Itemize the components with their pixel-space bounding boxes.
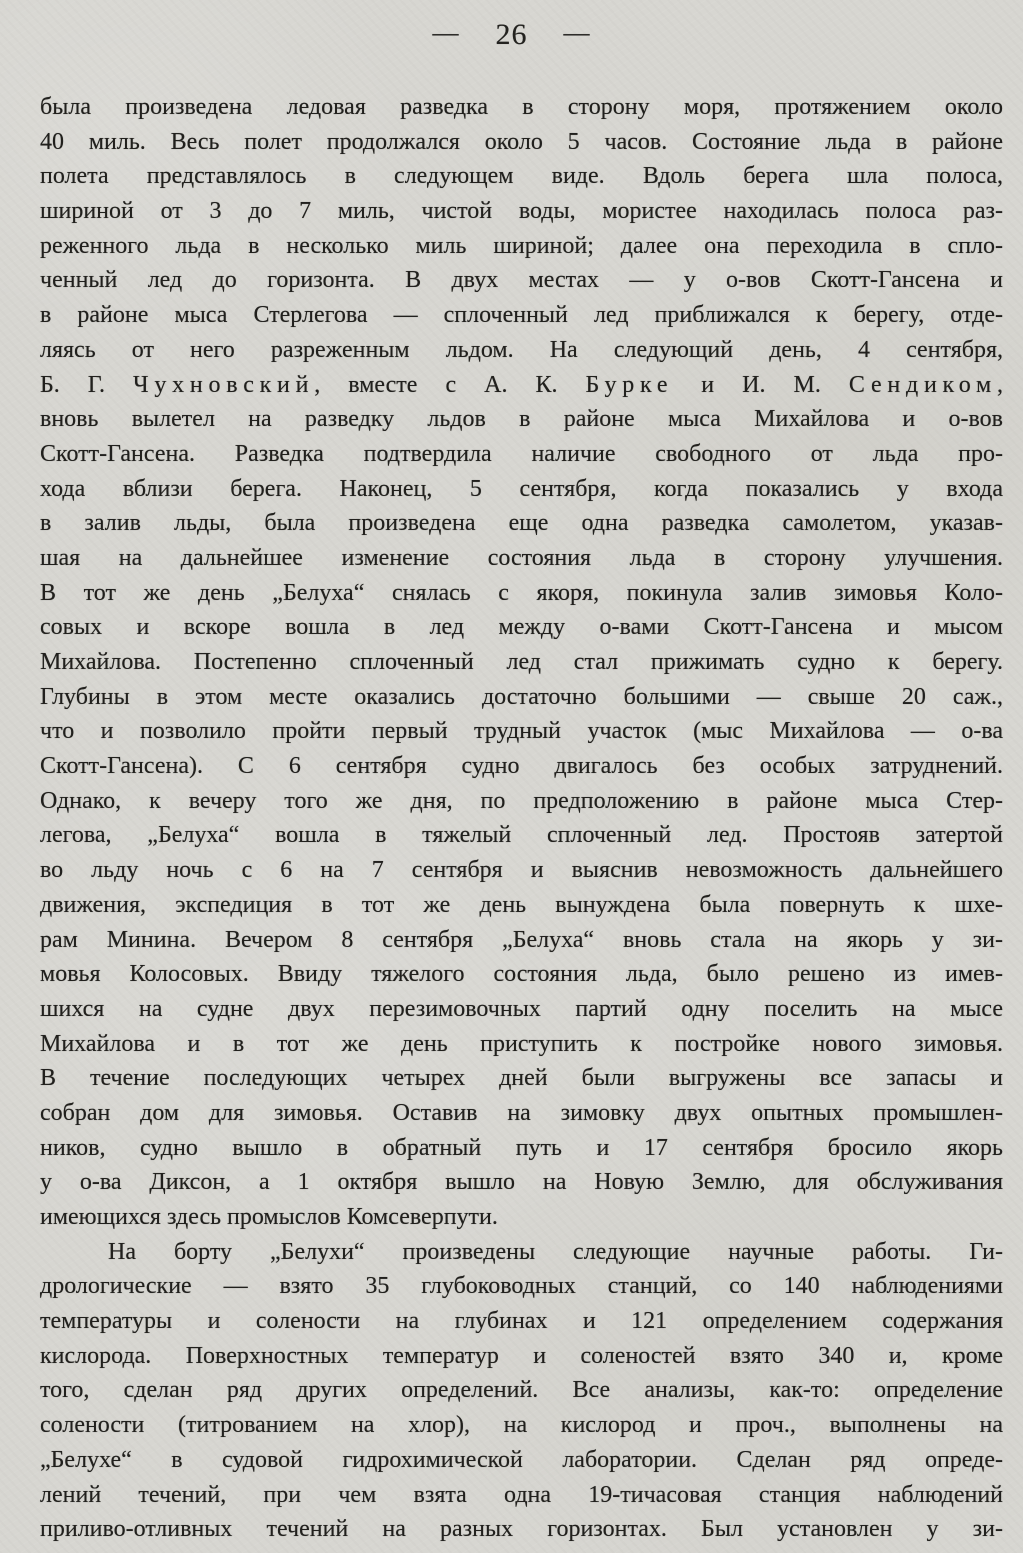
text-line: легова, „Белуха“ вошла в тяжелый сплоченный лед. Простояв затертой (40, 822, 1003, 849)
text-line: температуры и солености на глубинах и 121 определением содержания (40, 1308, 1003, 1335)
text-line: ников, судно вышло в обратный путь и 17 сентября бросило якорь (40, 1134, 1003, 1161)
header-left-dash: — (432, 18, 460, 47)
text-line: шихся на судне двух перезимовочных партий одну поселить на мысе (40, 995, 1003, 1022)
text-line (40, 368, 1003, 403)
text-line: 40 миль. Весь полет продолжался около 5 часов. Состояние льда в районе (40, 128, 1003, 155)
text-line: Однако, к вечеру того же дня, по предположению в районе мыса Стер- (40, 787, 1003, 814)
text-line: хода вблизи берега. Наконец, 5 сентября, когда показались у входа (40, 475, 1003, 502)
text-line: В течение последующих четырех дней были выгружены все запасы и (40, 1065, 1003, 1092)
page-header (0, 18, 1023, 52)
text-line: полета представлялось в следующем виде. Вдоль берега шла полоса, (40, 163, 1003, 190)
text-line: На борту „Белухи“ произведены следующие научные работы. Ги- (108, 1238, 1003, 1265)
text-line: во льду ночь с 6 на 7 сентября и выяснив невозможность дальнейшего (40, 857, 1003, 884)
text-line: Скотт-Гансена). С 6 сентября судно двигалось без особых затруднений. (40, 753, 1003, 780)
text-line: В тот же день „Белуха“ снялась с якоря, покинула залив зимовья Коло- (40, 579, 1003, 606)
header-right-dash: — (563, 18, 591, 47)
text-line: в залив льды, была произведена еще одна разведка самолетом, указав- (40, 510, 1003, 537)
text-line: у о-ва Диксон, а 1 октября вышло на Новую Землю, для обслуживания (40, 1169, 1003, 1196)
text-line: шириной от 3 до 7 миль, чистой воды, мористее находилась полоса раз- (40, 198, 1003, 225)
text-line: Скотт-Гансена. Разведка подтвердила наличие свободного от льда про- (40, 440, 1003, 467)
text-line: что и позволило пройти первый трудный участок (мыс Михайлова — о-ва (40, 718, 1003, 745)
text-segment: , (997, 371, 1003, 398)
text-line: приливо-отливных течений на разных горизонтах. Был установлен у зи- (40, 1516, 1003, 1543)
text-line: Михайлова и в тот же день приступить к постройке нового зимовья. (40, 1030, 1003, 1057)
emphasized-name: Сендиком (848, 371, 997, 398)
text-line: дрологические — взято 35 глубоководных станций, со 140 наблюдениями (40, 1273, 1003, 1300)
emphasized-name: Чухновский (133, 371, 315, 398)
text-line: имеющихся здесь промыслов Комсеверпути. (40, 1204, 498, 1230)
page-number: 26 (495, 18, 528, 51)
text-line: солености (титрованием на хлор), на кислород и проч., выполнены на (40, 1412, 1003, 1439)
text-segment: Б. Г. (40, 371, 134, 398)
text-segment: и И. М. (673, 371, 849, 398)
text-line: „Белухе“ в судовой гидрохимической лаборатории. Сделан ряд опреде- (40, 1446, 1003, 1473)
text-line: была произведена ледовая разведка в сторону моря, протяжением около (40, 94, 1003, 120)
text-line: реженного льда в несколько миль шириной; далее она переходила в спло- (40, 232, 1003, 259)
text-line: кислорода. Поверхностных температур и соленостей взято 340 и, кроме (40, 1342, 1003, 1369)
text-line: ченный лед до горизонта. В двух местах — у о-вов Скотт-Гансена и (40, 267, 1003, 294)
text-line: движения, экспедиция в тот же день вынуждена была повернуть к шхе- (40, 891, 1003, 918)
text-line: в районе мыса Стерлегова — сплоченный лед приближался к берегу, отде- (40, 302, 1003, 329)
text-line: Глубины в этом месте оказались достаточно большими — свыше 20 саж., (40, 683, 1003, 710)
text-line: рам Минина. Вечером 8 сентября „Белуха“ вновь стала на якорь у зи- (40, 926, 1003, 953)
text-line: ляясь от него разреженным льдом. На следующий день, 4 сентября, (40, 336, 1003, 363)
text-segment: , вместе с А. К. (314, 371, 586, 398)
text-line: совых и вскоре вошла в лед между о-вами Скотт-Гансена и мысом (40, 614, 1003, 641)
text-line: лений течений, при чем взята одна 19-тичасовая станция наблюдений (40, 1481, 1003, 1508)
text-block (40, 90, 1003, 1547)
text-line: вновь вылетел на разведку льдов в районе мыса Михайлова и о-вов (40, 406, 1003, 433)
text-line: мовья Колосовых. Ввиду тяжелого состояния льда, было решено из имев- (40, 961, 1003, 988)
text-line: Михайлова. Постепенно сплоченный лед стал прижимать судно к берегу. (40, 649, 1003, 675)
text-line: того, сделан ряд других определений. Все анализы, как-то: определение (40, 1377, 1003, 1404)
text-line: шая на дальнейшее изменение состояния льда в сторону улучшения. (40, 544, 1003, 571)
text-line: собран дом для зимовья. Оставив на зимовку двух опытных промышлен- (40, 1099, 1003, 1126)
emphasized-name: Бурке (585, 371, 674, 398)
